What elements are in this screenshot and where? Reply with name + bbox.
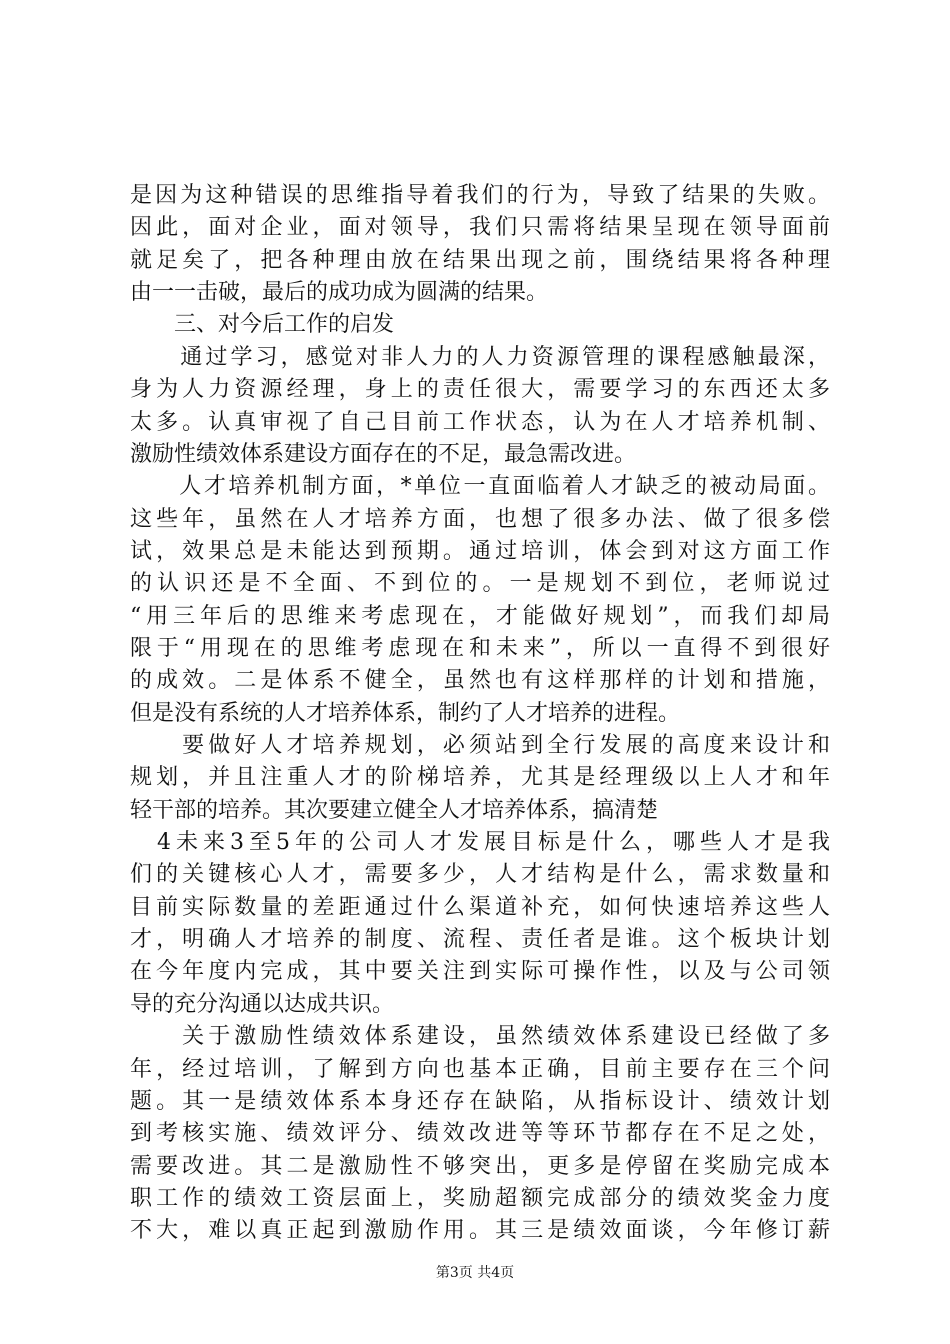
- text-line: 们的关键核心人才，需要多少，人才结构是什么，需求数量和: [130, 862, 830, 888]
- text-line: “用三年后的思维来考虑现在，才能做好规划”，而我们却局: [130, 603, 830, 629]
- text-line: 三、对今后工作的启发: [130, 312, 395, 338]
- text-line: 就足矣了，把各种理由放在结果出现之前，围绕结果将各种理: [130, 247, 830, 273]
- text-line: 不大，难以真正起到激励作用。其三是绩效面谈，今年修订薪: [130, 1218, 830, 1244]
- text-line: 试，效果总是未能达到预期。通过培训，体会到对这方面工作: [130, 538, 830, 564]
- text-line: 的成效。二是体系不健全，虽然也有这样那样的计划和措施，: [130, 668, 830, 694]
- text-line: 在今年度内完成，其中要关注到实际可操作性，以及与公司领: [130, 959, 830, 985]
- text-line: 目前实际数量的差距通过什么渠道补充，如何快速培养这些人: [130, 894, 830, 920]
- text-line: 人才培养机制方面，*单位一直面临着人才缺乏的被动局面。: [130, 474, 830, 500]
- text-line: 因此，面对企业，面对领导，我们只需将结果呈现在领导面前: [130, 215, 830, 241]
- text-line: 激励性绩效体系建设方面存在的不足，最急需改进。: [130, 441, 637, 467]
- page-footer: 第3页 共4页: [435, 1265, 515, 1281]
- text-line: 到考核实施、绩效评分、绩效改进等等环节都存在不足之处，: [130, 1121, 830, 1147]
- text-line: 由一一击破，最后的成功成为圆满的结果。: [130, 280, 549, 306]
- text-line: 但是没有系统的人才培养体系，制约了人才培养的进程。: [130, 700, 681, 726]
- text-line: 职工作的绩效工资层面上，奖励超额完成部分的绩效奖金力度: [130, 1185, 830, 1211]
- text-line: 需要改进。其二是激励性不够突出，更多是停留在奖励完成本: [130, 1153, 830, 1179]
- text-line: 导的充分沟通以达成共识。: [130, 991, 395, 1017]
- text-line: 的认识还是不全面、不到位的。一是规划不到位，老师说过: [130, 571, 830, 597]
- text-line: 轻干部的培养。其次要建立健全人才培养体系，搞清楚: [130, 797, 659, 823]
- text-line: 通过学习，感觉对非人力的人力资源管理的课程感触最深，: [130, 344, 830, 370]
- text-line: 这些年，虽然在人才培养方面，也想了很多办法、做了很多偿: [130, 506, 830, 532]
- text-line: 要做好人才培养规划，必须站到全行发展的高度来设计和: [130, 733, 830, 758]
- text-line: 是因为这种错误的思维指导着我们的行为，导致了结果的失败。: [130, 183, 830, 208]
- text-line: 年，经过培训，了解到方向也基本正确，目前主要存在三个问: [130, 1056, 830, 1082]
- text-line: 限于“用现在的思维考虑现在和未来”，所以一直得不到很好: [130, 635, 830, 661]
- text-line: 题。其一是绩效体系本身还存在缺陷，从指标设计、绩效计划: [130, 1088, 830, 1114]
- text-line: 身为人力资源经理，身上的责任很大，需要学习的东西还太多: [130, 377, 830, 403]
- text-line: 关于激励性绩效体系建设，虽然绩效体系建设已经做了多: [130, 1024, 830, 1050]
- text-line: 4未来3至5年的公司人才发展目标是什么，哪些人才是我: [130, 830, 830, 855]
- text-line: 才，明确人才培养的制度、流程、责任者是谁。这个板块计划: [130, 927, 830, 953]
- text-line: 太多。认真审视了自己目前工作状态，认为在人才培养机制、: [130, 409, 830, 435]
- text-line: 规划，并且注重人才的阶梯培养，尤其是经理级以上人才和年: [130, 765, 830, 791]
